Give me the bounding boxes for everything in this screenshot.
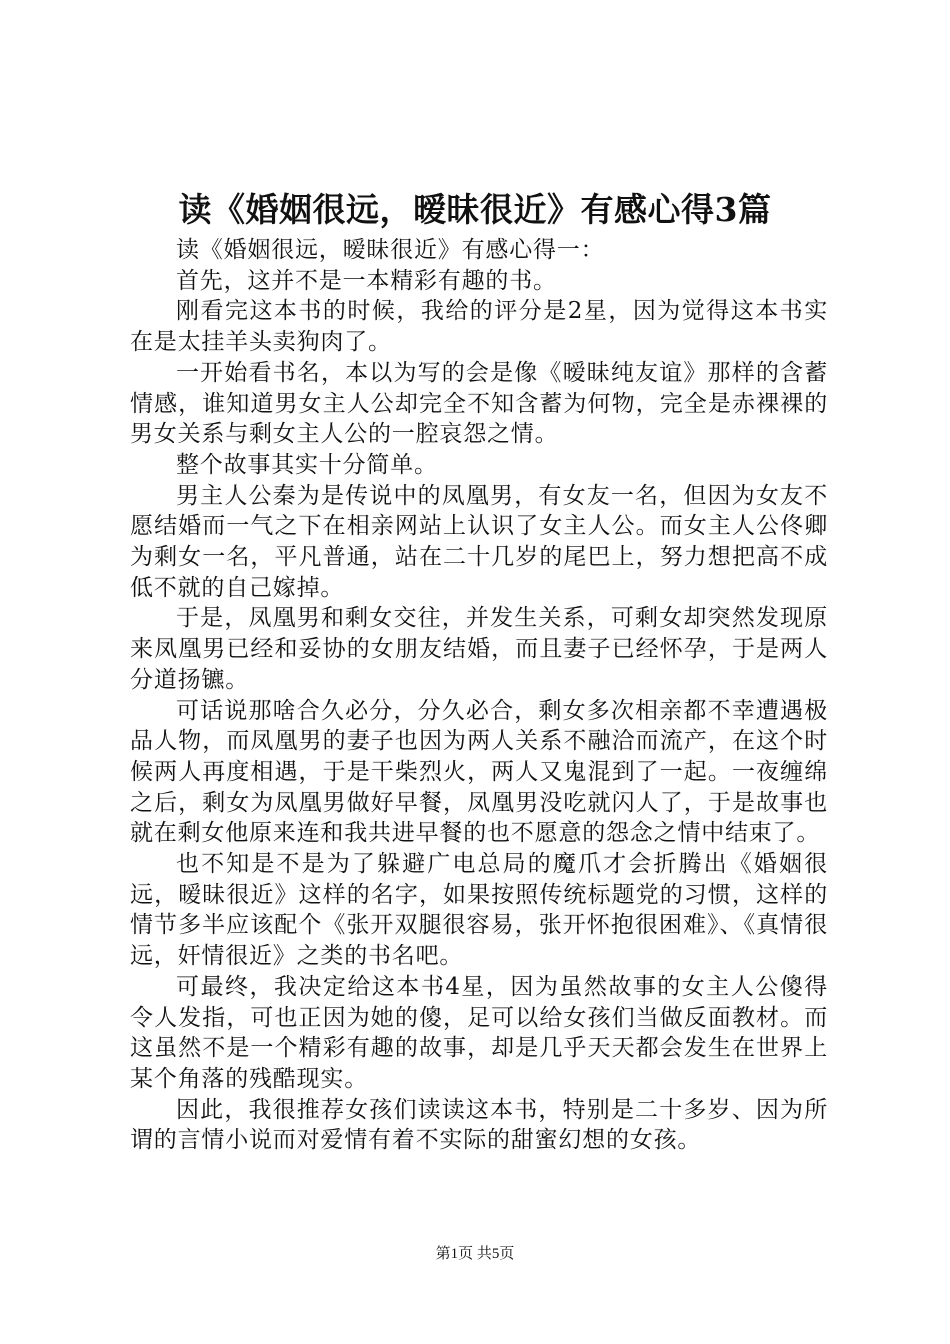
paragraph: 首先，这并不是一本精彩有趣的书。 (176, 267, 557, 294)
paragraph: 一开始看书名，本以为写的会是像《暧昧纯友谊》那样的含蓄情感，谁知道男女主人公却完全不知含蓄为何物，完全是赤裸裸的男女关系与剩女主人公的一腔哀怨之情。 (130, 359, 828, 448)
paragraph: 于是，凤凰男和剩女交往，并发生关系，可剩女却突然发现原来凤凰男已经和妥协的女朋友结婚，而且妻子已经怀孕，于是两人分道扬镳。 (130, 605, 828, 693)
paragraph: 可话说那啥合久必分，分久必合，剩女多次相亲都不幸遭遇极品人物，而凤凰男的妻子也因为两人关系不融洽而流产，在这个时候两人再度相遇，于是干柴烈火，两人又鬼混到了一起。一夜缠绵之后，剩女为凤凰男做好早餐，凤凰男没吃就闪人了，于是故事也就在剩女他原来连和我共进早餐的也不愿意的怨念之情中结束了。 (130, 697, 828, 847)
paragraph: 因此，我很推荐女孩们读读这本书，特别是二十多岁、因为所谓的言情小说而对爱情有着不实际的甜蜜幻想的女孩。 (130, 1096, 828, 1154)
document-title: 读《婚姻很远，暧昧很近》有感心得3篇 (178, 190, 772, 229)
paragraph: 整个故事其实十分简单。 (176, 451, 438, 478)
paragraph: 刚看完这本书的时候，我给的评分是2星，因为觉得这本书实在是太挂羊头卖狗肉了。 (130, 298, 828, 356)
paragraph: 男主人公秦为是传说中的凤凰男，有女友一名，但因为女友不愿结婚而一气之下在相亲网站上认识了女主人公。而女主人公佟卿为剩女一名，平凡普通，站在二十几岁的尾巴上，努力想把高不成低不就的自己嫁掉。 (130, 482, 828, 601)
document-body (130, 235, 828, 1156)
paragraph: 也不知是不是为了躲避广电总局的魔爪才会折腾出《婚姻很远，暧昧很近》这样的名字，如果按照传统标题党的习惯，这样的情节多半应该配个《张开双腿很容易，张开怀抱很困难》、《真情很远，奸情很近》之类的书名吧。 (130, 851, 828, 970)
paragraph: 可最终，我决定给这本书4星，因为虽然故事的女主人公傻得令人发指，可也正因为她的傻，足可以给女孩们当做反面教材。而这虽然不是一个精彩有趣的故事，却是几乎天天都会发生在世界上某个角落的残酷现实。 (130, 973, 828, 1092)
page-number-footer: 第1页 共5页 (435, 1246, 515, 1262)
paragraph: 读《婚姻很远，暧昧很近》有感心得一： (176, 237, 605, 263)
